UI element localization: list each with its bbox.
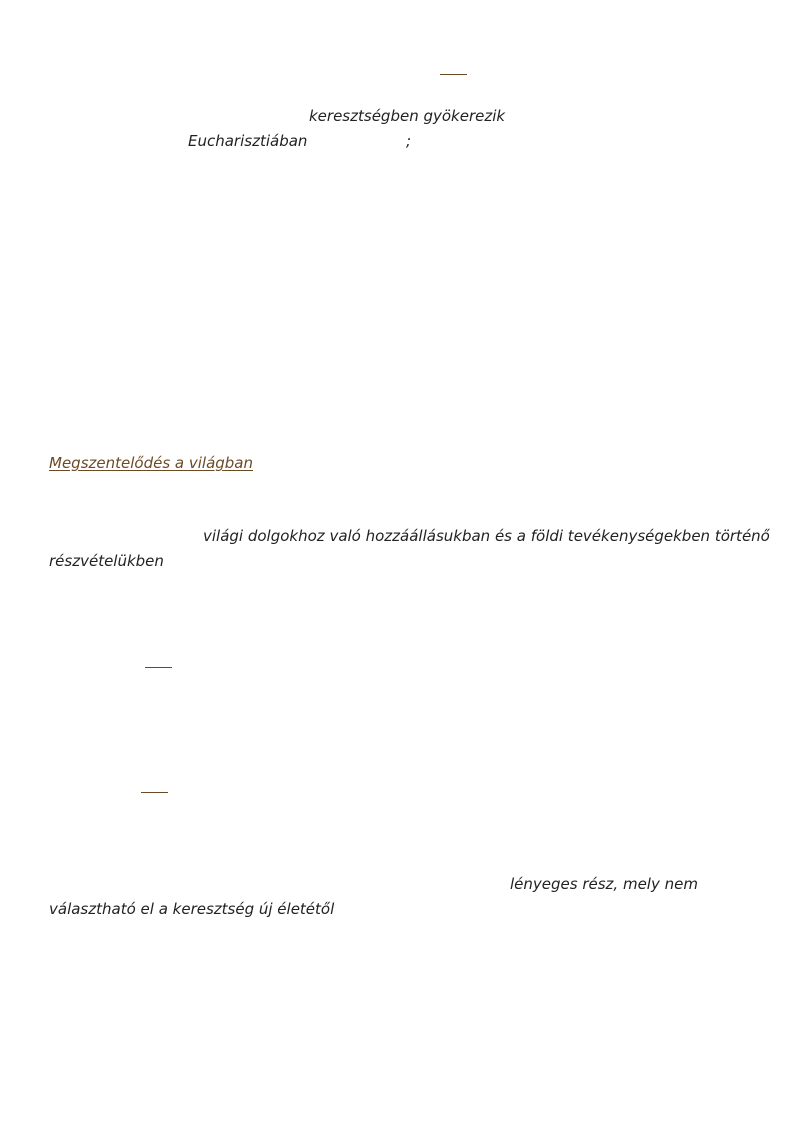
text-fragment-essential-line1: lényeges rész, mely nem: [510, 875, 698, 893]
text-fragment-eucharist: Eucharisztiában: [188, 132, 308, 150]
text-fragment-semicolon: ;: [406, 132, 412, 150]
footnote-marker-line: [145, 667, 172, 668]
text-fragment-worldly-line1: világi dolgokhoz való hozzáállásukban és a földi tevékenységekben történő: [203, 527, 770, 545]
text-fragment-worldly-line2: részvételükben: [49, 552, 164, 570]
text-fragment-essential-line2: választható el a keresztség új életétől: [49, 900, 335, 918]
footnote-marker-line: [440, 74, 467, 75]
section-link-sanctification[interactable]: Megszentelődés a világban: [49, 454, 254, 472]
footnote-marker-line: [141, 792, 168, 793]
text-fragment-baptism: keresztségben gyökerezik: [309, 107, 506, 125]
